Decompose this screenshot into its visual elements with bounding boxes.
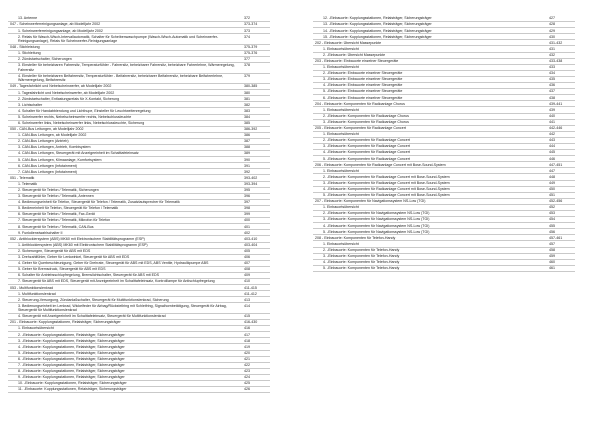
toc-page-number: 387 <box>244 139 250 144</box>
toc-page-number: 447 <box>549 168 555 173</box>
toc-page-number: 392 <box>244 169 250 174</box>
toc-entry-title: 6. Scheinwerfer links, Nebelscheinwerfer links, Nebelschlussleuchte, Sicherung <box>18 120 145 125</box>
toc-entry-title: 13. -Einbauorte: Kupplungsstationen, Relaisträger, Sicherungsträger <box>323 22 432 27</box>
toc-entry-title: 2. Zündstartschalter, Entlastungsrelais für X-Kontakt, Sicherung <box>18 96 120 101</box>
toc-entry-title: 3. -Einbauorte: Einbauorte einzelner Steuergeräte <box>323 77 403 82</box>
toc-entry-title: 1. CAN-Bus Leitungen, ab Modelljahr 2002 <box>18 133 87 138</box>
toc-page-number: 385 <box>244 120 250 125</box>
toc-entry-title: 7. Steuergerät für Telefon / Telematik, Mikrofon für Telefon <box>18 218 111 223</box>
toc-entry-title: 2. -Einbauorte: Kupplungsstationen, Relaisträger, Sicherungsträger <box>18 332 125 337</box>
toc-entry-title: 7. Steuergerät für ABS mit EDS, Steuergerät mit Anzeigeeinheit im Schalttafeleinsatz, Kontrolllampe für Antischlupfregelung <box>18 279 215 284</box>
toc-page-number: 372 <box>244 16 250 21</box>
toc-page-number: 416-430 <box>244 320 258 325</box>
toc-page-number: 449 <box>549 180 555 185</box>
toc-entry-title: 2. Steuergerät für Telefon / Telematik, Sicherungen <box>18 188 99 192</box>
toc-page-number: 374 <box>244 34 250 39</box>
toc-entry-title: 5. -Einbauorte: Komponenten für Telefon-Handy <box>323 266 400 271</box>
toc-entry-title: 1. Einbauortsübersicht <box>323 205 359 210</box>
toc-page-number: 444 <box>549 144 555 149</box>
toc-entry-title: 205 - Einbauorte: Komponenten für Radioanlage Concert <box>315 126 406 131</box>
toc-page-number: 431-432 <box>549 40 563 45</box>
toc-entry-title: 4. -Einbauorte: Einbauorte einzelner Steuergeräte <box>323 83 403 88</box>
toc-entry-title: 4. Einsteller für beheizbaren Beifahrersitz, Temperaturfühler - Beifahrersitz, beheizbarer Beifahrersitz, beheizbare Beifahrerlehne, Wärmeregelung, Beifahrersitz <box>18 73 224 83</box>
toc-page-number: 381 <box>244 96 250 101</box>
toc-entry-title: 3. Lichtschalter <box>18 102 43 107</box>
toc-entry-title: 3. -Einbauorte: Komponenten für Navigationssystem NS-Low (TGI) <box>323 217 430 222</box>
toc-page-number: 384 <box>244 114 250 119</box>
toc-page-number: 389 <box>244 151 250 156</box>
toc-page-number: 379 <box>244 73 250 78</box>
toc-entry-title: 1. Einbauortsübersicht <box>323 168 359 173</box>
toc-page-number: 442 <box>549 132 555 137</box>
toc-page-number: 380 <box>244 90 250 95</box>
toc-page-number: 427 <box>549 16 555 21</box>
toc-entry-title: 5. -Einbauorte: Kupplungsstationen, Relaisträger, Sicherungsträger <box>18 350 125 355</box>
toc-page-number: 383 <box>244 108 250 113</box>
toc-entry-title: 3. -Einbauorte: Komponenten für Telefon-Handy <box>323 254 400 258</box>
toc-entry-title: 5. Scheinwerfer rechts, Nebelscheinwerfer rechts, Nebelschlussleuchte <box>18 114 132 119</box>
toc-page-number: 428 <box>549 22 555 27</box>
toc-page-number: 421 <box>244 356 250 361</box>
toc-page-number: 432 <box>549 52 555 57</box>
toc-right-column <box>313 16 575 272</box>
toc-page-number: 425 <box>244 381 250 386</box>
toc-page-number: 445 <box>549 150 555 155</box>
toc-page-number: 407 <box>244 261 250 266</box>
toc-entry-title: 2. Steuerung-Versorgung, Zündanlaßschalter, Steuergerät für Multifunktionslenkrad, Sicherung <box>18 297 169 302</box>
toc-page-number: 459 <box>549 254 555 258</box>
toc-page-number: 401 <box>244 224 250 229</box>
toc-entry-title: 4. -Einbauorte: Komponenten für Radioanlage Concert <box>323 150 410 155</box>
toc-page-number: 436 <box>549 83 555 88</box>
toc-page-number: 406 <box>244 255 250 260</box>
toc-page-number: 431 <box>549 46 555 51</box>
toc-page-number: 441 <box>549 119 555 124</box>
toc-page-number: 453 <box>549 211 555 216</box>
toc-page-number: 451 <box>549 193 555 198</box>
toc-page-number: 455 <box>549 223 555 228</box>
toc-page-number: 399 <box>244 212 250 217</box>
toc-page-number: 403-410 <box>244 236 258 241</box>
toc-page-number: 442-446 <box>549 126 563 131</box>
toc-page-number: 397 <box>244 200 250 205</box>
toc-page-number: 439-441 <box>549 101 563 106</box>
toc-page-number: 408 <box>244 267 250 272</box>
toc-page-number: 457-461 <box>549 235 563 240</box>
toc-page-number: 420 <box>244 350 250 355</box>
toc-entry-title: 6. Schalter für Antriebsschlupfregelung, Bremslichtschalter, Steuergerät für ABS mit EDS <box>18 273 160 278</box>
toc-page-number: 447-451 <box>549 162 563 167</box>
toc-entry-title: 5. -Einbauorte: Komponenten für Radioanlage Concert mit Bose-Sound-System <box>323 193 450 198</box>
toc-entry-title: 3. -Einbauorte: Komponenten für Radioanlage Concert <box>323 144 410 149</box>
toc-entry-row[interactable] <box>8 63 270 74</box>
toc-page-number: 424 <box>244 375 250 380</box>
toc-page-number: 391 <box>244 163 250 168</box>
toc-entry-title: 2. -Einbauorte: Übersicht Massepunkte <box>323 52 386 57</box>
toc-entry-row[interactable] <box>8 74 270 85</box>
toc-entry-title: 4. -Einbauorte: Komponenten für Radioanlage Concert mit Bose-Sound-System <box>323 186 450 191</box>
toc-page-number: 452-456 <box>549 199 563 204</box>
toc-page-number: 419 <box>244 344 250 349</box>
toc-entry-title: 2. -Einbauorte: Einbauorte einzelner Steuergeräte <box>323 71 403 76</box>
toc-entry-row[interactable] <box>8 387 270 393</box>
toc-entry-row[interactable] <box>8 34 270 45</box>
toc-page-number: 435 <box>549 77 555 82</box>
toc-page-number: 373 <box>244 28 250 33</box>
toc-entry-title: 6. Steuergerät für Telefon / Telematik, Fax-Gerät <box>18 212 95 217</box>
toc-page-number: 413 <box>244 297 250 302</box>
toc-entry-title: 051 - Telematik <box>10 175 35 180</box>
toc-entry-row[interactable] <box>8 303 270 314</box>
toc-page-number: 395 <box>244 188 250 192</box>
toc-entry-title: 12. -Einbauorte: Kupplungsstationen, Relaisträger, Sicherungsträger <box>323 16 432 21</box>
toc-entry-title: 2. -Einbauorte: Komponenten für Radioanlage Concert <box>323 138 410 143</box>
toc-page-number: 414 <box>244 303 250 308</box>
toc-entry-title: 207 - Einbauorte: Komponenten für Navigationssystem NS-Low (TGI) <box>315 199 426 204</box>
toc-entry-title: 1. Multifunktionslenkrad <box>18 291 56 296</box>
toc-page-number: 386-392 <box>244 127 258 132</box>
toc-page-number: 446 <box>549 156 555 161</box>
toc-page-number: 390 <box>244 157 250 162</box>
toc-page-number: 403-404 <box>244 242 258 247</box>
toc-entry-title: 11. -Einbauorte: Kupplungsstationen, Relaisträger, Sicherungsträger <box>18 387 127 392</box>
toc-entry-title: 13. Antenne <box>18 16 38 21</box>
toc-entry-title: 1. Antiblockiersystem (ABS) MK60 mit Elektronischem Stabilitätsprogramm (ESP) <box>18 242 148 247</box>
toc-entry-title: 052 - Antiblockiersystem (ABS) MK60 mit Elektronischem Stabilitätsprogramm (ESP) <box>10 236 145 241</box>
toc-entry-title: 1. Stichleitung <box>18 51 41 56</box>
toc-entry-title: 5. -Einbauorte: Komponenten für Radioanlage Concert <box>323 156 410 161</box>
toc-entry-title: 1. Tagesfahrlicht und Nebelscheinwerfer, ab Modelljahr 2002 <box>18 90 115 95</box>
toc-page-number: 380-385 <box>244 84 258 89</box>
toc-entry-title: 2. Zündstartschalter, Sicherungen <box>18 57 72 62</box>
toc-entry-title: 2. -Einbauorte: Komponenten für Radioanlage Chorus <box>323 113 409 118</box>
toc-entry-title: 4. -Einbauorte: Kupplungsstationen, Relaisträger, Sicherungsträger <box>18 344 125 349</box>
toc-page-number: 423 <box>244 369 250 374</box>
toc-entry-title: 5. -Einbauorte: Komponenten für Navigationssystem NS-Low (TGI) <box>323 229 430 234</box>
toc-entry-title: 1. Einbauortsübersicht <box>18 326 54 331</box>
toc-entry-title: 050 - CAN-Bus Leitungen, ab Modelljahr 2002 <box>10 127 84 132</box>
toc-entry-title: 5. CAN-Bus Leitungen, Klimaanlage, Komfortsystem <box>18 157 102 162</box>
toc-entry-title: 4. Schalter für Handabblendung und Lichthupe, Einsteller für Leuchtweitenregelung <box>18 108 151 113</box>
toc-page-number: 375-376 <box>244 51 258 56</box>
toc-page-number: 433-438 <box>549 59 563 63</box>
toc-entry-title: 053 - Multifunktionslenkrad <box>10 285 53 290</box>
toc-entry-title: 1. Einbauortsübersicht <box>323 65 359 70</box>
toc-page-number: 386 <box>244 133 250 138</box>
toc-page-number: 457 <box>549 241 555 246</box>
toc-entry-title: 3. -Einbauorte: Kupplungsstationen, Relaisträger, Sicherungsträger <box>18 338 125 343</box>
toc-page-number: 456 <box>549 229 555 234</box>
toc-page-number: 443 <box>549 138 555 143</box>
toc-entry-title: 3. Einsteller für beheizbaren Fahrersitz, Temperaturfühler - Fahrersitz, beheizbarer Fahrersitz, beheizbare Fahrerlehne, Wärmeregelung, Fahrersitz <box>18 63 235 72</box>
toc-page-number: 375-379 <box>244 45 258 50</box>
toc-page-number: 437 <box>549 89 555 94</box>
toc-page-number: 373-374 <box>244 22 258 27</box>
toc-entry-title: 201 - Einbauorte: Kupplungsstationen, Relaisträger, Sicherungsträger <box>10 320 121 325</box>
toc-entry-title: 3. -Einbauorte: Komponenten für Radioanlage Chorus <box>323 119 409 124</box>
toc-entry-title: 4. Steuergerät mit Anzeigeeinheit im Schalttafeleinsatz, Steuergerät für Multifunktionslenkrad <box>18 314 166 319</box>
toc-entry-title: 206 - Einbauorte: Komponenten für Radioanlage Concert mit Bose-Sound-System <box>315 162 446 167</box>
toc-page-number: 409 <box>244 273 250 278</box>
toc-entry-title: 2. Sicherungen, Steuergerät für ABS mit EDS <box>18 248 91 253</box>
toc-entry-title: 5. Geber für Bremsdruck, Steuergerät für ABS mit EDS <box>18 267 106 272</box>
toc-page-number: 393-402 <box>244 175 258 180</box>
toc-entry-title: 2. -Einbauorte: Komponenten für Telefon-Handy <box>323 247 400 252</box>
toc-page-number: 426 <box>244 387 250 392</box>
toc-page-number: 422 <box>244 363 250 368</box>
toc-page-number: 450 <box>549 186 555 191</box>
toc-entry-title: 2. -Einbauorte: Komponenten für Navigationssystem NS-Low (TGI) <box>323 211 430 216</box>
toc-entry-title: 8. -Einbauorte: Kupplungsstationen, Relaisträger, Sicherungsträger <box>18 369 125 374</box>
toc-page-number: 388 <box>244 145 250 150</box>
toc-entry-title: 049 - Tagesfahrlicht und Nebelscheinwerfer, ab Modelljahr 2002 <box>10 84 112 89</box>
toc-page-number: 440 <box>549 113 555 118</box>
toc-page-number: 398 <box>244 206 250 211</box>
toc-entry-title: 7. -Einbauorte: Kupplungsstationen, Relaisträger, Sicherungsträger <box>18 363 125 368</box>
toc-page-number: 415 <box>244 314 250 319</box>
toc-entry-title: 3. Steuergerät für Telefon / Telematik, Antennen <box>18 194 94 199</box>
toc-entry-title: 208 - Einbauorte: Komponenten für Telefon-Handy <box>315 235 396 240</box>
toc-page-number: 438 <box>549 95 555 100</box>
toc-entry-title: 5. Bedieneinheit für Telefon, Steuergerät für Telefon / Telematik <box>18 206 119 211</box>
toc-entry-title: 15. -Einbauorte: Kupplungsstationen, Relaisträger, Sicherungsträger <box>323 34 432 39</box>
toc-entry-title: 4. Geber für Querbeschleunigung, Geber für Drehrate, Steuergerät für ABS mit EDS, ABS Ventile, Hydraulikpumpe ABS <box>18 261 209 266</box>
toc-page-number: 411-415 <box>244 285 257 290</box>
toc-page-number: 418 <box>244 338 250 343</box>
toc-page-number: 460 <box>549 260 555 265</box>
toc-entry-title: 9. Funkdienstwahlschalter II <box>18 230 63 235</box>
toc-entry-title: 4. CAN-Bus Leitungen, Steuergerät mit Anzeigeeinheit im Schalttafeleinsatz <box>18 151 139 156</box>
toc-entry-title: 6. -Einbauorte: Kupplungsstationen, Relaisträger, Sicherungsträger <box>18 356 125 361</box>
toc-entry-title: 1. Telematik <box>18 181 38 186</box>
toc-entry-title: 7. CAN-Bus Leitungen (Infotainment) <box>18 169 77 174</box>
toc-entry-title: 14. -Einbauorte: Kupplungsstationen, Relaisträger, Sicherungsträger <box>323 28 432 33</box>
toc-entry-title: 5. -Einbauorte: Einbauorte einzelner Steuergeräte <box>323 89 403 94</box>
toc-page-number: 393-394 <box>244 181 258 186</box>
toc-entry-title: 3. Drehzahlfühler, Geber für Lenkwinkel, Steuergerät für ABS mit EDS <box>18 255 130 260</box>
toc-page-number: 452 <box>549 205 555 210</box>
toc-entry-row[interactable] <box>313 266 575 272</box>
toc-page-number: 382 <box>244 102 250 107</box>
toc-page-number: 411-412 <box>244 291 257 296</box>
toc-entry-title: 202 - Einbauorte: Übersicht Massepunkte <box>315 40 382 45</box>
toc-entry-title: 4. -Einbauorte: Komponenten für Telefon-Handy <box>323 260 400 265</box>
toc-entry-title: 10. -Einbauorte: Kupplungsstationen, Relaisträger, Sicherungsträger <box>18 381 127 386</box>
toc-page-number: 377 <box>244 57 250 62</box>
toc-page-number: 448 <box>549 174 555 179</box>
toc-entry-title: 2. Relais für Wasch-Wisch-Intervallautomatik, Schalter für Scheibenwaschpumpe (Wasch-Wisch-Automatik und Scheinwerfer-Reinigungsanlage), Relais für Scheinwerfer-Reinigungsanlage <box>18 34 219 44</box>
toc-entry-title: 4. Bedienungseinheit für Telefon, Steuergerät für Telefon / Telematik, Zusatzlautsprecher für Telematik <box>18 200 180 205</box>
toc-entry-title: 6. CAN-Bus Leitungen (Infotainment) <box>18 163 77 168</box>
toc-entry-title: 1. Einbauortsübersicht <box>323 241 359 246</box>
toc-page-number: 430 <box>549 34 555 39</box>
toc-entry-title: 3. Bedienungseinheit im Lenkrad, Wickelfeder für Airbag/Rückstellring mit Schleifring, Signalhornbetätigung, Steuergerät für Airbag, Steuergerät für Multifunktionslenkrad <box>18 303 227 313</box>
toc-page-number: 454 <box>549 217 555 222</box>
toc-page-number: 378 <box>244 63 250 68</box>
toc-entry-title: 8. Steuergerät für Telefon / Telematik, CAN-Bus <box>18 224 94 229</box>
toc-entry-title: 047 - Scheinwerferreinigungsanlage, ab Modelljahr 2002 <box>10 22 101 27</box>
toc-page-number: 433 <box>549 65 555 70</box>
toc-page-number: 405 <box>244 248 250 253</box>
toc-entry-title: 9. -Einbauorte: Kupplungsstationen, Relaisträger, Sicherungsträger <box>18 375 125 380</box>
toc-page-number: 434 <box>549 71 555 76</box>
toc-entry-title: 048 - Stichleistung <box>10 45 40 50</box>
toc-page-number: 417 <box>244 332 250 337</box>
toc-entry-title: 6. -Einbauorte: Einbauorte einzelner Steuergeräte <box>323 95 403 100</box>
toc-entry-title: 1. Einbauortsübersicht <box>323 46 359 51</box>
toc-entry-title: 4. -Einbauorte: Komponenten für Navigationssystem NS-Low (TGI) <box>323 223 430 228</box>
toc-entry-title: 203 - Einbauorte: Einbauorte einzelner Steuergeräte <box>315 59 399 63</box>
toc-entry-title: 1. Einbauortsübersicht <box>323 107 359 112</box>
toc-entry-title: 3. CAN-Bus Leitungen, Antrieb, Kombisystem <box>18 145 91 150</box>
toc-page-number: 410 <box>244 279 250 284</box>
toc-page-number: 458 <box>549 247 555 252</box>
toc-entry-title: 2. -Einbauorte: Komponenten für Radioanlage Concert mit Bose-Sound-System <box>323 174 450 179</box>
toc-entry-title: 1. Scheinwerferreinigungsanlage, ab Modelljahr 2002 <box>18 28 103 33</box>
toc-page-number: 461 <box>549 266 555 271</box>
toc-entry-title: 3. -Einbauorte: Komponenten für Radioanlage Concert mit Bose-Sound-System <box>323 180 450 185</box>
toc-page-number: 400 <box>244 218 250 223</box>
toc-page-number: 402 <box>244 230 250 235</box>
toc-entry-title: 1. Einbauortsübersicht <box>323 132 359 137</box>
toc-left-column <box>8 16 270 393</box>
toc-page-number: 439 <box>549 107 555 112</box>
toc-entry-title: 204 - Einbauorte: Komponenten für Radioanlage Chorus <box>315 101 405 106</box>
toc-entry-title: 2. CAN-Bus Leitungen (Antrieb) <box>18 139 69 144</box>
toc-page-number: 429 <box>549 28 555 33</box>
toc-page-number: 396 <box>244 194 250 199</box>
toc-page-number: 416 <box>244 326 250 331</box>
